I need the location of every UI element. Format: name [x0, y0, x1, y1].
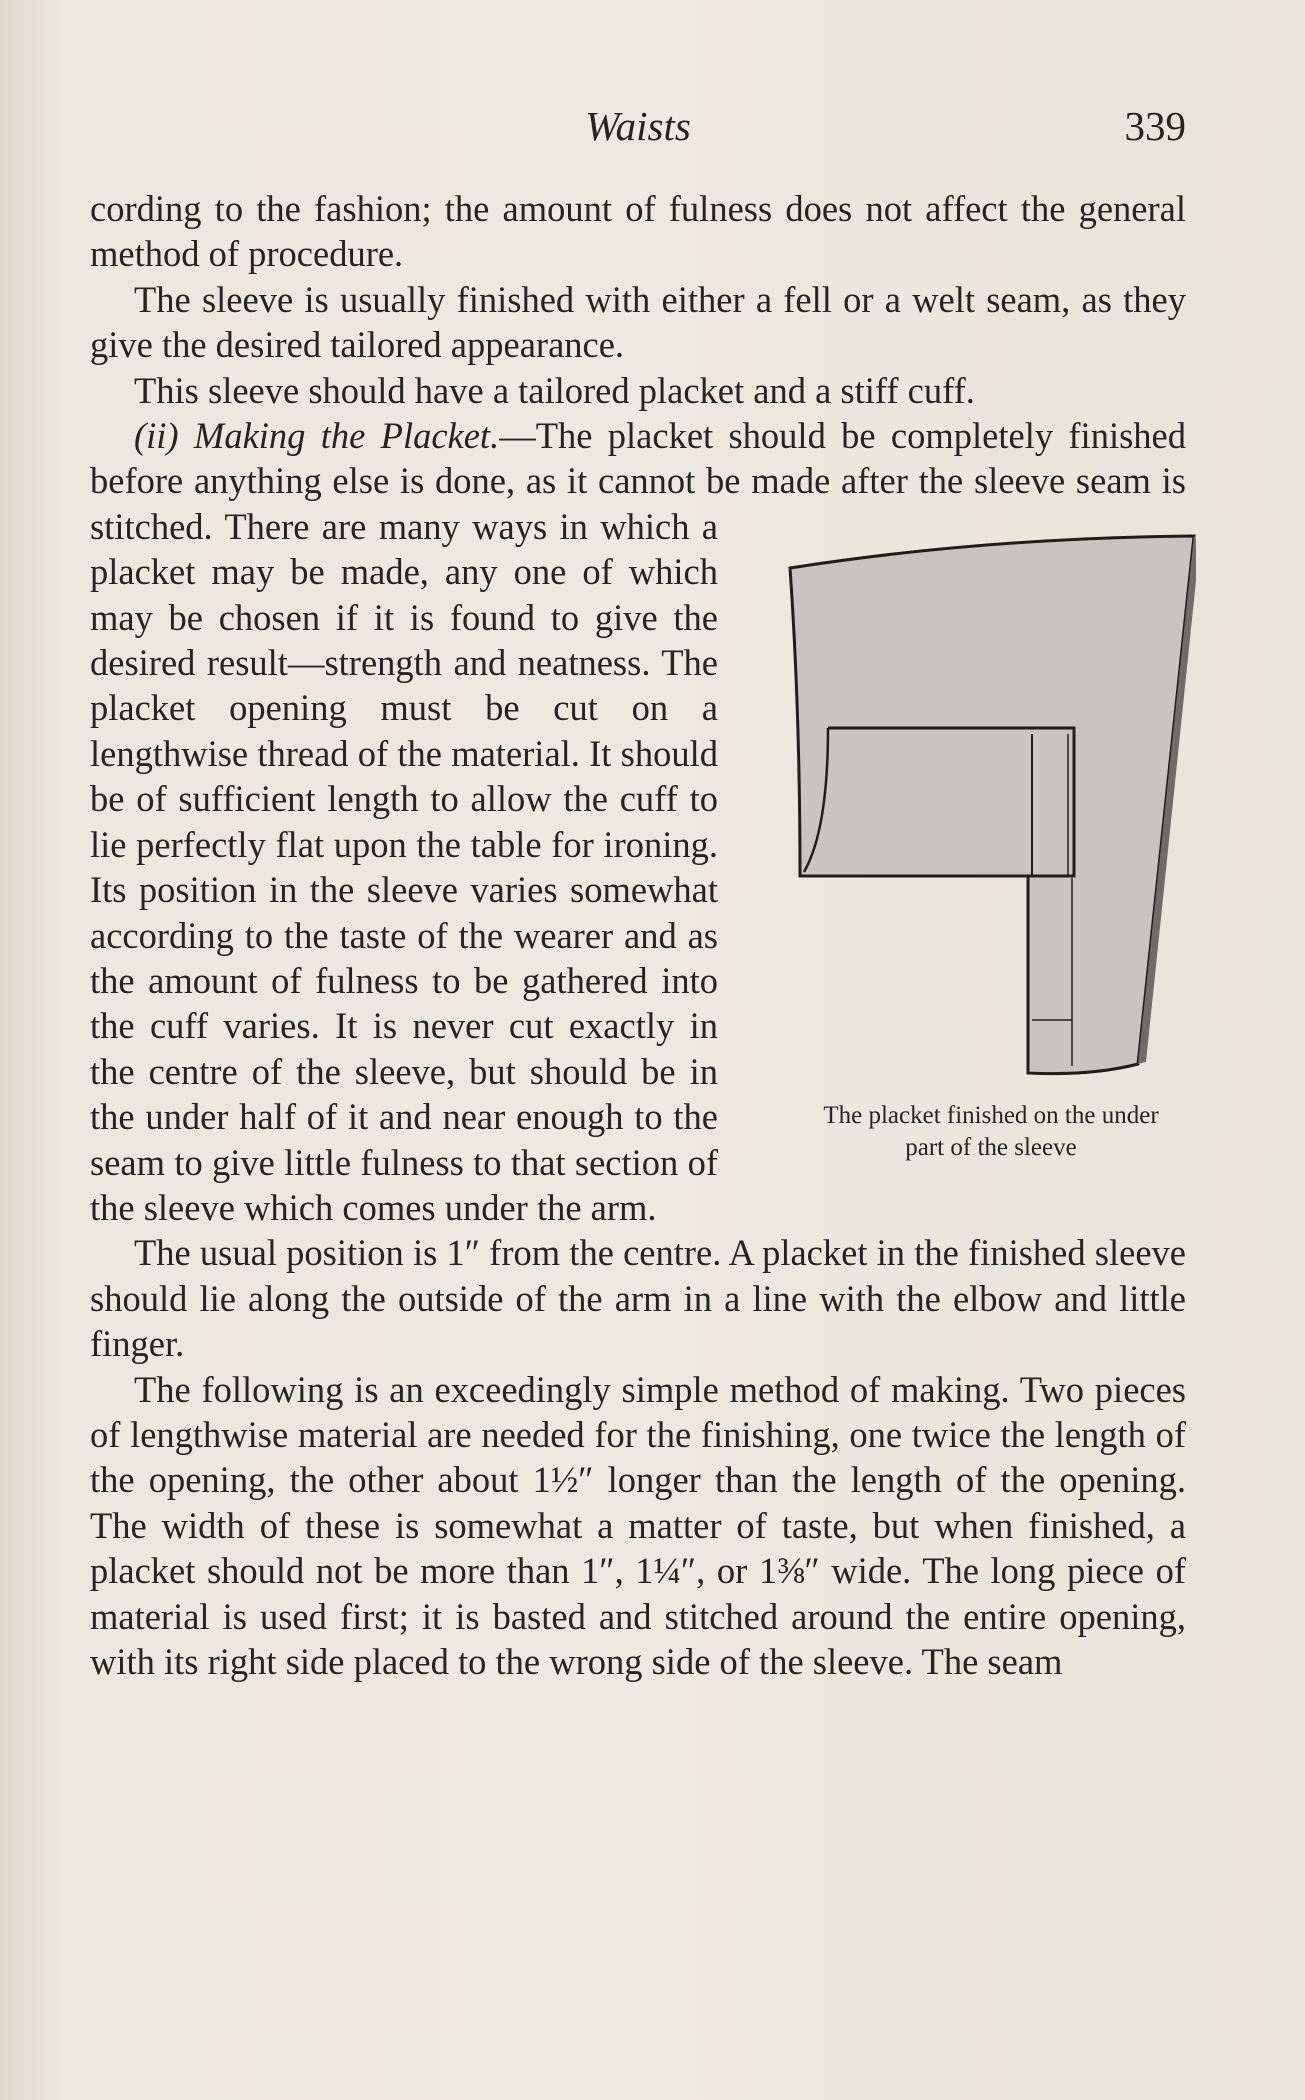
paragraph-method: The following is an exceedingly simple method of making. Two pieces of lengthwise material are needed for the finishing, one twice the length of the opening, the other about 1½″ longer than the length of the opening. The width of these is somewhat a matter of taste, but when finished, a placket should not be more than 1″, 1¼″, or 1⅜″ wide. The long piece of material is used first; it is basted and stitched around the entire opening, with its right side placed to the wrong side of the sleeve. The seam [90, 1368, 1186, 1682]
section-label: (ii) Making the Placket. [134, 415, 500, 457]
running-title: Waists [585, 103, 691, 149]
paragraph-making-placket [90, 413, 1186, 1230]
caption-line-2: part of the sleeve [905, 1133, 1077, 1161]
placket-text-before-figure: The placket should be completely finished before anything else is done, as it cannot be made after the sleeve seam is stitched. There are many [90, 415, 1186, 547]
paragraph-seam: The sleeve is usually finished with either a fell or a welt seam, as they give the desired tailored appearance. [90, 278, 1186, 366]
paragraph-usual-position: The usual position is 1″ from the centre. A placket in the finished sleeve should lie along the outside of the arm in a line with the elbow and little finger. [90, 1232, 1186, 1365]
section-dash: — [499, 415, 536, 457]
paragraph-placket-cuff: This sleeve should have a tailored placket and a stiff cuff. [134, 369, 975, 411]
placket-figure [742, 510, 1196, 1190]
sleeve-fabric [790, 536, 1194, 1074]
running-head [90, 98, 1186, 154]
page-number: 339 [1124, 103, 1186, 149]
figure-caption [742, 1100, 1196, 1164]
paragraph-continued: cording to the fashion; the amount of fulness does not affect the general method of procedure. [90, 188, 1186, 275]
caption-line-1: The placket finished on the under [823, 1101, 1159, 1129]
placket-text-beside-figure: ways in which a placket may be made, any one of which may be chosen if it is found to give the desired result—strength and neatness. The placket opening must be cut on a lengthwise thread of the material. It should be of sufficient length to allow the cuff to lie perfectly flat upon the table for ironing. Its position in the sleeve varies somewhat according to the taste of the wearer and as the amount of fulness to be gathered into the cuff varies. It is never cut exactly in the centre of the sleeve, but should be in the under half of it and near enough to the seam to give little fulness to that section of the sleeve which comes under the arm. [90, 505, 719, 1228]
body-text [90, 186, 1186, 1684]
placket-illustration [742, 510, 1196, 1100]
